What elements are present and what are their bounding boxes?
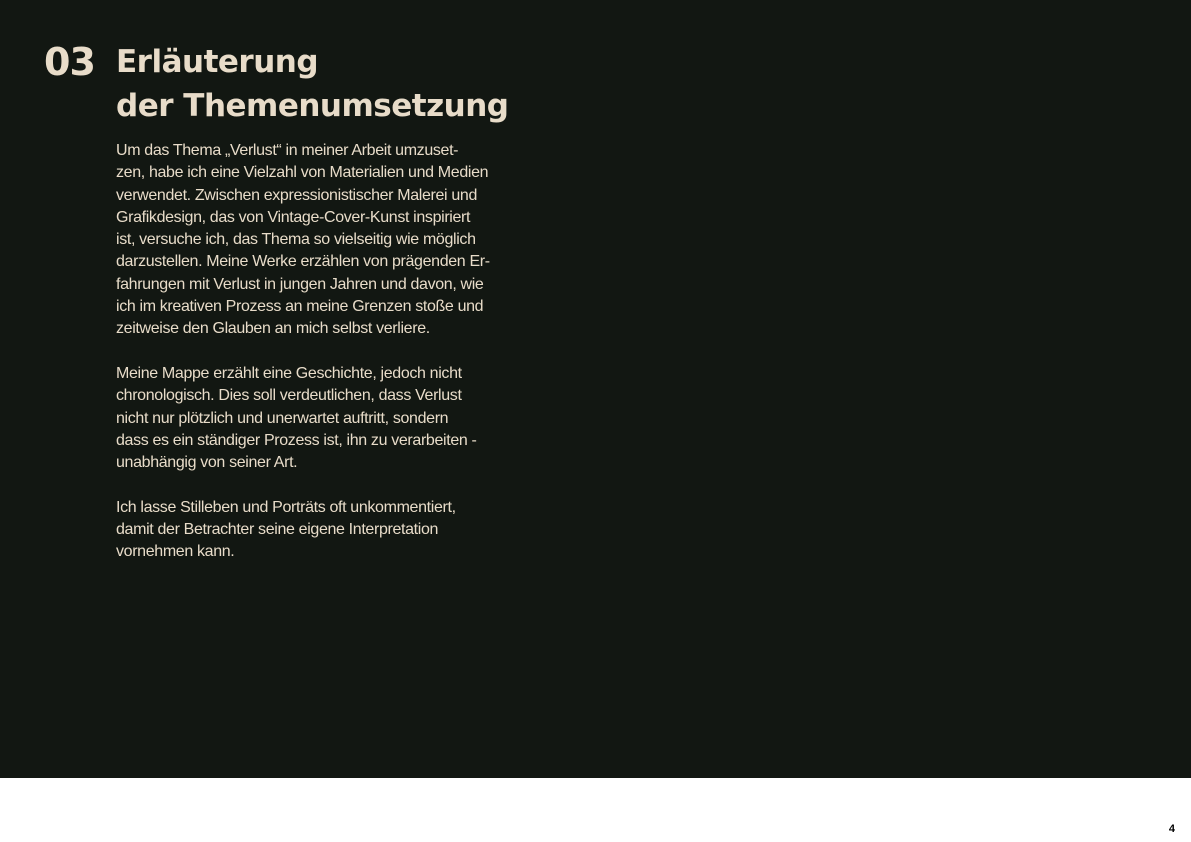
paragraph-1: Um das Thema „Verlust“ in meiner Arbeit umzuset- zen, habe ich eine Vielzahl von Materialien und Medien verwendet. Zwischen expressionistischer Malerei und Grafikdesign, das von Vintage-Cover-Kunst inspiriert ist, versuche ich, das Thema so vielseitig wie möglich darzustellen. Meine Werke erzählen von prägenden Er- fahrungen mit Verlust in jungen Jahren und davon, wie ich im kreativen Prozess an meine Grenzen stoße und zeitweise den Glauben an mich selbst verliere. (116, 142, 490, 338)
section-title-line-1: Erläuterung (116, 44, 319, 80)
paragraph-3: Ich lasse Stilleben und Porträts oft unkommentiert, damit der Betrachter seine eigene Interpretation vornehmen kann. (116, 498, 456, 561)
section-title (116, 40, 508, 128)
section-title-line-2: der Themenumsetzung (116, 88, 509, 124)
paragraph-2: Meine Mappe erzählt eine Geschichte, jedoch nicht chronologisch. Dies soll verdeutlichen, dass Verlust nicht nur plötzlich und unerwartet auftritt, sondern dass es ein ständiger Prozess ist, ihn zu verarbeiten - unabhängig von seiner Art. (116, 364, 477, 472)
body-text (116, 140, 546, 586)
page-number: 4 (1168, 823, 1175, 835)
section-number: 03 (44, 40, 95, 84)
